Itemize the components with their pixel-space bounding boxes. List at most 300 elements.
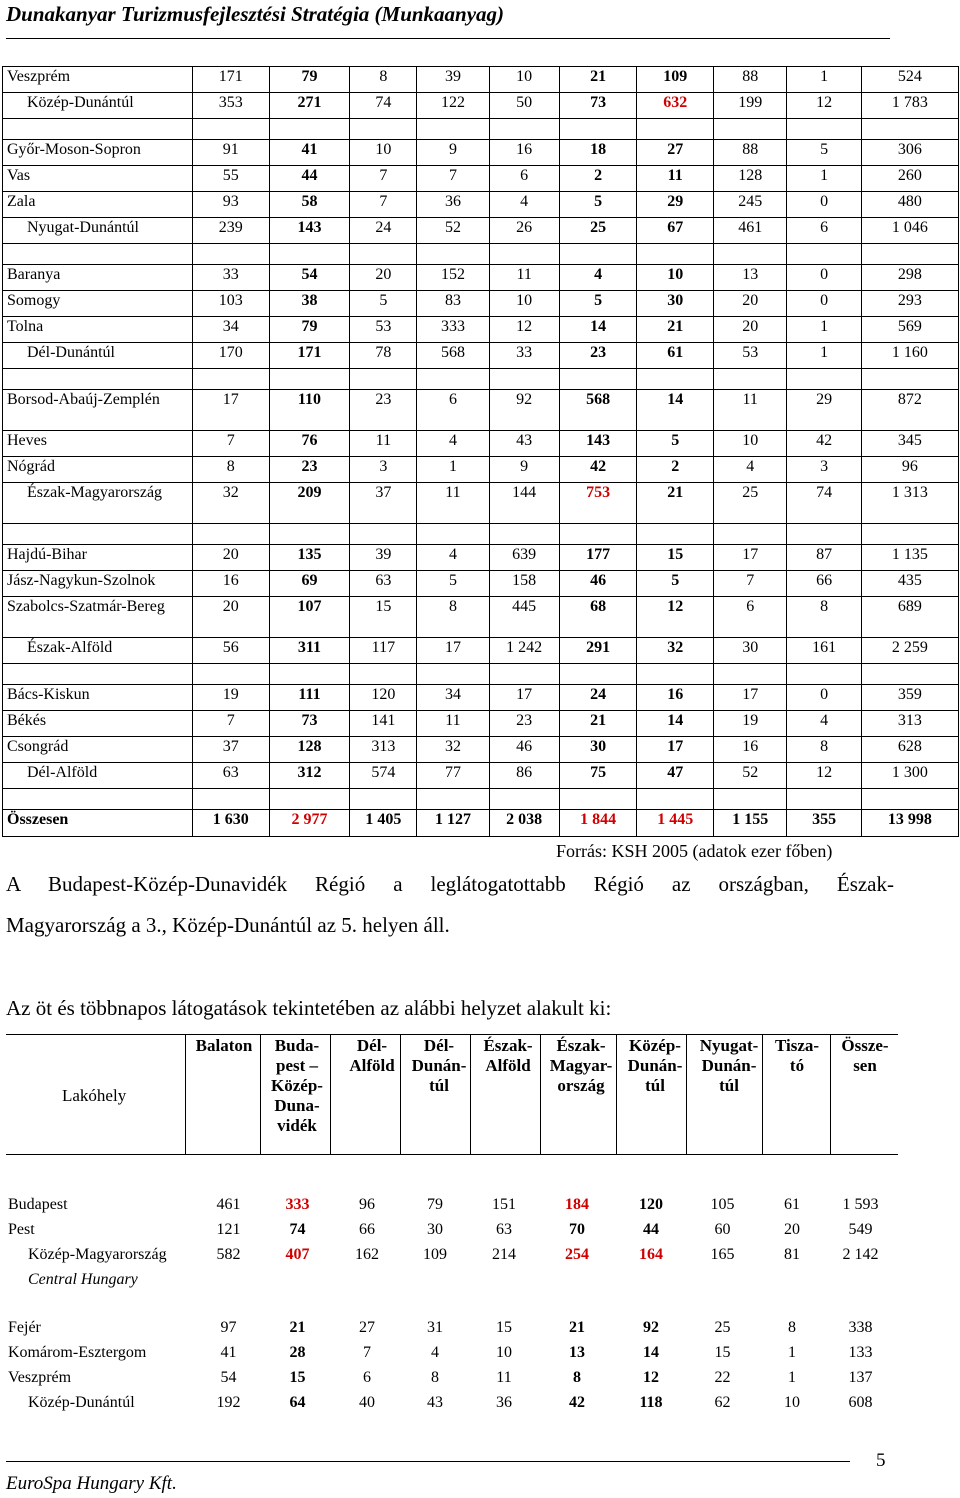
value-cell: 2 [559, 166, 637, 192]
empty-cell [192, 789, 269, 810]
empty-cell [489, 789, 559, 810]
value-cell: 25 [559, 218, 637, 244]
value-cell: 1 [787, 317, 861, 343]
value-cell: 63 [192, 763, 269, 789]
value-cell [686, 1270, 759, 1295]
empty-cell [787, 369, 861, 390]
value-cell: 10 [489, 291, 559, 317]
value-cell: 8 [788, 1319, 796, 1336]
value-cell: 14 [637, 711, 714, 737]
value-cell: 1 160 [861, 343, 958, 369]
value-cell: 70 [569, 1221, 585, 1238]
empty-cell [489, 369, 559, 390]
value-cell: 34 [417, 685, 489, 711]
value-cell: 8 [787, 737, 861, 763]
residence-name-cell: Budapest [8, 1196, 68, 1213]
empty-cell [714, 369, 787, 390]
empty-cell [637, 789, 714, 810]
value-cell: 6 [363, 1369, 371, 1386]
header-line: Észak- [483, 1036, 533, 1055]
value-cell: 6 [714, 597, 787, 638]
value-cell: 15 [289, 1369, 306, 1386]
footer-divider [6, 1461, 850, 1462]
empty-cell [714, 789, 787, 810]
header-line: Közép- [629, 1036, 681, 1055]
value-cell: 10 [784, 1394, 800, 1411]
empty-cell [861, 664, 958, 685]
value-cell: 11 [637, 166, 714, 192]
region-name-cell: Borsod-Abaúj-Zemplén [3, 390, 193, 431]
value-cell: 0 [787, 291, 861, 317]
value-cell: 110 [269, 390, 350, 431]
value-cell: 4 [787, 711, 861, 737]
value-cell: 143 [269, 218, 350, 244]
value-cell: 20 [784, 1221, 800, 1238]
empty-cell [269, 664, 350, 685]
value-cell: 39 [350, 545, 417, 571]
table-spacer-row [6, 1295, 896, 1318]
value-cell: 1 242 [489, 638, 559, 664]
table-row [3, 431, 959, 457]
value-cell: 0 [787, 192, 861, 218]
value-cell: 0 [787, 685, 861, 711]
region-name-cell: Közép-Dunántúl [3, 93, 193, 119]
value-cell: 96 [861, 457, 958, 483]
value-cell: 271 [269, 93, 350, 119]
value-cell: 8 [573, 1369, 581, 1386]
value-cell: 28 [289, 1344, 306, 1361]
table2-column-header [624, 1036, 686, 1096]
empty-cell [637, 369, 714, 390]
value-cell: 17 [637, 737, 714, 763]
multiday-visits-table [6, 1195, 896, 1418]
value-cell: 64 [289, 1394, 306, 1411]
value-cell: 121 [216, 1221, 241, 1238]
header-line: túl [429, 1076, 449, 1095]
residence-name-cell: Közép-Dunántúl [28, 1394, 135, 1411]
value-cell: 872 [861, 390, 958, 431]
value-cell [470, 1270, 538, 1295]
table-row [3, 218, 959, 244]
value-cell: 1 [788, 1344, 796, 1361]
value-cell: 111 [269, 685, 350, 711]
value-cell: 42 [569, 1394, 585, 1411]
paragraph-ranking-line2: Magyarország a 3., Közép-Dunántúl az 5. helyen áll. [6, 913, 450, 937]
value-cell: 13 [714, 265, 787, 291]
value-cell: 355 [787, 810, 861, 837]
header-line: pest – [275, 1056, 319, 1075]
table-row [3, 166, 959, 192]
value-cell: 574 [350, 763, 417, 789]
value-cell: 61 [784, 1196, 800, 1213]
value-cell: 73 [269, 711, 350, 737]
value-cell: 2 142 [842, 1246, 879, 1263]
table-row [3, 737, 959, 763]
value-cell: 1 300 [861, 763, 958, 789]
value-cell: 1 046 [861, 218, 958, 244]
value-cell: 5 [787, 140, 861, 166]
value-cell: 632 [637, 93, 714, 119]
table-row [3, 140, 959, 166]
table2-column-header [692, 1036, 766, 1096]
value-cell: 66 [359, 1221, 375, 1238]
value-cell: 407 [285, 1246, 310, 1263]
region-name-cell: Összesen [3, 810, 193, 837]
value-cell: 62 [714, 1394, 731, 1411]
value-cell: 298 [861, 265, 958, 291]
value-cell: 92 [643, 1319, 659, 1336]
value-cell: 67 [637, 218, 714, 244]
value-cell: 39 [417, 67, 489, 93]
table2-column-header [261, 1036, 333, 1136]
table2-column-header [404, 1036, 474, 1096]
residence-name-cell: Közép-Magyarország [28, 1246, 167, 1263]
table-row [6, 1270, 896, 1295]
region-name-cell: Vas [3, 166, 193, 192]
header-line: túl [719, 1076, 739, 1095]
value-cell: 117 [350, 638, 417, 664]
value-cell: 161 [787, 638, 861, 664]
value-cell: 58 [269, 192, 350, 218]
header-line: Közép- [271, 1076, 323, 1095]
value-cell: 14 [637, 390, 714, 431]
header-line: Dunán- [411, 1056, 467, 1075]
value-cell: 74 [350, 93, 417, 119]
table2-header-divider [400, 1034, 401, 1154]
empty-cell [489, 244, 559, 265]
document-header-title: Dunakanyar Turizmusfejlesztési Stratégia (Munkaanyag) [6, 2, 505, 26]
value-cell: 22 [714, 1369, 731, 1386]
table-row [3, 93, 959, 119]
value-cell: 1 [788, 1369, 796, 1386]
value-cell: 83 [417, 291, 489, 317]
value-cell: 30 [637, 291, 714, 317]
value-cell: 86 [489, 763, 559, 789]
value-cell: 306 [861, 140, 958, 166]
value-cell: 133 [848, 1344, 873, 1361]
value-cell: 333 [417, 317, 489, 343]
table2-header-divider [470, 1034, 471, 1154]
value-cell: 30 [427, 1221, 443, 1238]
value-cell: 353 [192, 93, 269, 119]
value-cell: 141 [350, 711, 417, 737]
value-cell: 4 [417, 545, 489, 571]
table-row [6, 1318, 896, 1343]
table-row [3, 483, 959, 524]
value-cell: 11 [714, 390, 787, 431]
empty-cell [269, 369, 350, 390]
table2-column-header [545, 1036, 617, 1096]
value-cell: 6 [417, 390, 489, 431]
region-name-cell: Heves [3, 431, 193, 457]
value-cell: 41 [220, 1344, 237, 1361]
value-cell: 68 [559, 597, 637, 638]
header-line: Duna- [274, 1096, 320, 1115]
value-cell: 461 [216, 1196, 241, 1213]
value-cell: 41 [269, 140, 350, 166]
value-cell: 60 [714, 1221, 731, 1238]
value-cell: 92 [489, 390, 559, 431]
value-cell: 105 [710, 1196, 735, 1213]
empty-cell [417, 119, 489, 140]
empty-cell [350, 524, 417, 545]
value-cell: 311 [269, 638, 350, 664]
header-line: Buda- [274, 1036, 320, 1055]
value-cell: 569 [861, 317, 958, 343]
value-cell: 260 [861, 166, 958, 192]
header-line: Balaton [195, 1036, 253, 1055]
empty-cell [714, 244, 787, 265]
value-cell: 109 [637, 67, 714, 93]
table-row [3, 571, 959, 597]
value-cell: 10 [714, 431, 787, 457]
header-line: vidék [277, 1116, 317, 1135]
value-cell: 1 [417, 457, 489, 483]
value-cell: 0 [787, 265, 861, 291]
value-cell: 151 [492, 1196, 516, 1213]
region-name-cell: Nógrád [3, 457, 193, 483]
table-row [3, 711, 959, 737]
empty-cell [192, 524, 269, 545]
value-cell: 17 [192, 390, 269, 431]
empty-cell [269, 789, 350, 810]
region-name-cell: Nyugat-Dunántúl [3, 218, 193, 244]
value-cell: 11 [496, 1369, 512, 1386]
value-cell: 46 [489, 737, 559, 763]
table-row [6, 1195, 896, 1220]
table-row [3, 638, 959, 664]
table-spacer-row [3, 369, 959, 390]
value-cell: 47 [637, 763, 714, 789]
value-cell: 158 [489, 571, 559, 597]
value-cell: 1 405 [350, 810, 417, 837]
value-cell: 5 [559, 291, 637, 317]
value-cell: 5 [350, 291, 417, 317]
value-cell: 1 127 [417, 810, 489, 837]
value-cell: 16 [637, 685, 714, 711]
value-cell: 8 [787, 597, 861, 638]
value-cell: 19 [192, 685, 269, 711]
value-cell: 10 [637, 265, 714, 291]
value-cell: 171 [192, 67, 269, 93]
value-cell: 52 [417, 218, 489, 244]
value-cell: 214 [492, 1246, 516, 1263]
empty-cell [192, 369, 269, 390]
value-cell: 338 [848, 1319, 873, 1336]
value-cell: 77 [417, 763, 489, 789]
empty-cell [350, 369, 417, 390]
value-cell: 46 [559, 571, 637, 597]
empty-cell [637, 664, 714, 685]
value-cell: 78 [350, 343, 417, 369]
value-cell: 628 [861, 737, 958, 763]
value-cell: 2 977 [269, 810, 350, 837]
table2-header-divider [762, 1034, 763, 1154]
header-line: Dunán- [627, 1056, 683, 1075]
value-cell: 13 998 [861, 810, 958, 837]
value-cell: 122 [417, 93, 489, 119]
value-cell: 11 [417, 483, 489, 524]
value-cell: 7 [417, 166, 489, 192]
value-cell: 79 [427, 1196, 443, 1213]
region-name-cell: Dél-Alföld [3, 763, 193, 789]
value-cell [196, 1270, 261, 1295]
value-cell: 568 [417, 343, 489, 369]
value-cell: 8 [192, 457, 269, 483]
value-cell: 2 [637, 457, 714, 483]
empty-cell [489, 524, 559, 545]
table-row [3, 545, 959, 571]
value-cell: 2 038 [489, 810, 559, 837]
value-cell: 12 [637, 597, 714, 638]
region-name-cell: Zala [3, 192, 193, 218]
value-cell: 171 [269, 343, 350, 369]
table2-column-header [836, 1036, 894, 1076]
value-cell: 15 [637, 545, 714, 571]
empty-cell [269, 244, 350, 265]
value-cell: 333 [285, 1196, 310, 1213]
value-cell: 6 [787, 218, 861, 244]
value-cell: 14 [643, 1344, 659, 1361]
value-cell: 17 [714, 685, 787, 711]
value-cell: 21 [289, 1319, 306, 1336]
value-cell: 137 [848, 1369, 873, 1386]
value-cell: 21 [637, 483, 714, 524]
value-cell: 9 [417, 140, 489, 166]
value-cell: 7 [363, 1344, 371, 1361]
value-cell: 37 [192, 737, 269, 763]
table-row [3, 390, 959, 431]
value-cell: 53 [350, 317, 417, 343]
table-row [3, 763, 959, 789]
value-cell [334, 1270, 400, 1295]
header-line: tó [789, 1056, 805, 1075]
header-line: Alföld [349, 1056, 395, 1075]
value-cell: 11 [350, 431, 417, 457]
value-cell: 73 [559, 93, 637, 119]
table-row [3, 457, 959, 483]
empty-cell [269, 524, 350, 545]
residence-name-cell: Central Hungary [28, 1271, 138, 1288]
empty-cell [3, 369, 193, 390]
value-cell: 177 [559, 545, 637, 571]
value-cell: 1 593 [842, 1196, 879, 1213]
header-line: túl [645, 1076, 665, 1095]
value-cell: 7 [350, 192, 417, 218]
value-cell: 14 [559, 317, 637, 343]
table2-corner-label: Lakóhely [62, 1086, 127, 1105]
value-cell: 12 [489, 317, 559, 343]
value-cell: 192 [216, 1394, 241, 1411]
value-cell: 120 [350, 685, 417, 711]
value-cell: 1 445 [637, 810, 714, 837]
empty-cell [3, 664, 193, 685]
value-cell: 63 [350, 571, 417, 597]
table-row [3, 192, 959, 218]
value-cell: 524 [861, 67, 958, 93]
value-cell: 12 [643, 1369, 659, 1386]
value-cell: 36 [417, 192, 489, 218]
value-cell: 20 [714, 317, 787, 343]
empty-cell [350, 789, 417, 810]
value-cell: 34 [192, 317, 269, 343]
value-cell: 36 [496, 1394, 512, 1411]
value-cell: 69 [269, 571, 350, 597]
value-cell: 549 [848, 1221, 873, 1238]
value-cell: 75 [559, 763, 637, 789]
value-cell: 209 [269, 483, 350, 524]
header-line: Dunán- [701, 1056, 757, 1075]
empty-cell [269, 119, 350, 140]
value-cell: 37 [350, 483, 417, 524]
header-line: Észak- [556, 1036, 606, 1055]
value-cell: 1 155 [714, 810, 787, 837]
value-cell: 345 [861, 431, 958, 457]
value-cell: 93 [192, 192, 269, 218]
empty-cell [787, 524, 861, 545]
region-name-cell: Szabolcs-Szatmár-Bereg [3, 597, 193, 638]
residence-name-cell: Veszprém [8, 1369, 72, 1386]
empty-cell [714, 119, 787, 140]
empty-cell [3, 119, 193, 140]
value-cell: 10 [496, 1344, 512, 1361]
value-cell: 23 [559, 343, 637, 369]
value-cell: 29 [787, 390, 861, 431]
value-cell: 19 [714, 711, 787, 737]
empty-cell [3, 244, 193, 265]
value-cell: 435 [861, 571, 958, 597]
value-cell: 52 [714, 763, 787, 789]
value-cell [825, 1270, 896, 1295]
value-cell: 313 [861, 711, 958, 737]
value-cell: 33 [489, 343, 559, 369]
table2-header-divider [616, 1034, 617, 1154]
region-name-cell: Bács-Kiskun [3, 685, 193, 711]
value-cell: 17 [417, 638, 489, 664]
empty-cell [350, 119, 417, 140]
region-name-cell: Jász-Nagykun-Szolnok [3, 571, 193, 597]
value-cell: 608 [848, 1394, 873, 1411]
empty-cell [417, 664, 489, 685]
value-cell: 15 [496, 1319, 512, 1336]
value-cell: 7 [350, 166, 417, 192]
table-spacer-row [3, 524, 959, 545]
region-name-cell: Somogy [3, 291, 193, 317]
value-cell: 54 [269, 265, 350, 291]
table2-header-divider [260, 1034, 261, 1154]
value-cell: 254 [565, 1246, 589, 1263]
empty-cell [3, 524, 193, 545]
empty-cell [489, 119, 559, 140]
value-cell: 5 [637, 571, 714, 597]
residence-name-cell: Fejér [8, 1319, 41, 1336]
table-row [3, 291, 959, 317]
residence-name-cell: Pest [8, 1221, 35, 1238]
value-cell: 27 [637, 140, 714, 166]
value-cell: 5 [417, 571, 489, 597]
value-cell: 43 [427, 1394, 443, 1411]
value-cell: 291 [559, 638, 637, 664]
region-name-cell: Győr-Moson-Sopron [3, 140, 193, 166]
value-cell: 3 [350, 457, 417, 483]
empty-cell [559, 664, 637, 685]
value-cell: 27 [359, 1319, 375, 1336]
table-row [3, 597, 959, 638]
table-row [3, 343, 959, 369]
value-cell: 76 [269, 431, 350, 457]
value-cell: 107 [269, 597, 350, 638]
value-cell: 1 844 [559, 810, 637, 837]
